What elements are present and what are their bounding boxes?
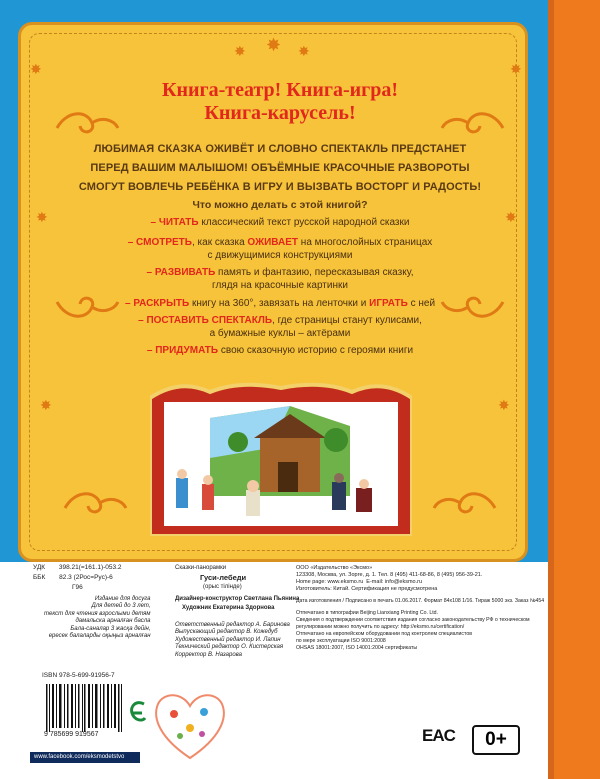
designer-credit: Дизайнер-конструктор Светлана Пьянина [175,596,300,602]
dash: – [127,237,137,248]
eac-mark: EAC [422,726,455,745]
star-icon: ✸ [510,61,522,77]
feature-perform [20,314,540,340]
feature-text: память и фантазию, пересказывая сказку, [215,267,414,278]
feature-develop [20,266,540,292]
artist-credit: Художник Екатерина Здорнова [182,605,275,611]
feature-invent [20,344,540,357]
feature-text: с движущимися конструкциями [207,250,353,261]
star-icon: ✸ [30,61,42,77]
intro-line: СМОГУТ ВОВЛЕЧЬ РЕБЁНКА В ИГРУ И ВЫЗВАТЬ ВОСТОРГ И РАДОСТЬ! [78,181,482,193]
feature-text: книгу на 360°, завязать на ленточки и [189,298,370,309]
star-icon: ✸ [298,43,310,59]
feature-watch [20,236,540,262]
feature-text: , как сказка [191,237,248,248]
age-rating-badge: 0+ [472,725,520,755]
feature-text: а бумажные куклы – актёрами [209,328,351,339]
keyword: РАЗВИВАТЬ [154,267,216,278]
udk-value: 398.21(=161.1)-053.2 [58,564,122,571]
star-icon: ✸ [498,397,510,413]
keyword: СМОТРЕТЬ [136,237,192,248]
udk-row [33,564,122,571]
bbk-row [33,574,113,581]
star-icon: ✸ [266,35,282,55]
feature-text: на многослойных страницах [298,237,433,248]
print-notes: Отпечатано в типографии Beijing Lianxiang Printing Co. Ltd. Сведения о подтверждении соответствия издания согласно законодательству РФ о техническом регулировании можно получить по адресу: http://eksmo.ru/certification/ Отпечатано на европейском оборудовании под контролем специалистов по мере эксплуатации ISO 9001:2008 OHSAS 18001:2007, ISO 14001:2004 сертификаты [296,610,530,651]
curl-ornament-icon [60,488,130,518]
series-name: Сказки-панорамки [175,565,227,571]
heart-badge-icon [150,688,230,760]
facebook-link[interactable]: www.facebook.com/eksmodetstvo [30,752,140,763]
star-icon: ✸ [36,209,48,225]
feature-read [20,216,540,229]
intro-line: ЛЮБИМАЯ СКАЗКА ОЖИВЁТ И СЛОВНО СПЕКТАКЛЬ ПРЕДСТАНЕТ [93,143,467,155]
feature-text: с ней [407,298,436,309]
feature-text: свою сказочную историю с героями книги [218,345,414,356]
udk-label: УДК [33,564,46,571]
keyword: ПОСТАВИТЬ СПЕКТАКЛЬ [146,315,273,326]
feature-text: глядя на красочные картинки [212,280,348,291]
book-title: Гуси-лебеди [200,573,247,582]
feature-open [20,297,540,310]
print-dates: Дата изготовления / Подписано в печать 01.06.2017. Формат 84x108 1/16. Тираж 5000 экз. Заказ №454 [296,598,545,604]
bbk-label: ББК [33,574,46,581]
author-code: Г96 [72,584,83,591]
theater-panorama-illustration [150,378,412,536]
question-heading: Что можно делать с этой книгой? [192,199,368,211]
dash: – [150,217,159,228]
star-icon: ✸ [234,43,246,59]
dash: – [146,267,155,278]
star-icon: ✸ [505,209,517,225]
headline-line-1: Книга-театр! Книга-игра! [161,79,398,101]
dash: – [146,345,156,356]
intro-line: ПЕРЕД ВАШИМ МАЛЫШОМ! ОБЪЁМНЫЕ КРАСОЧНЫЕ РАЗВОРОТЫ [90,162,470,174]
isbn: ISBN 978-5-699-91956-7 [42,672,115,679]
headline-line-2: Книга-карусель! [204,102,356,124]
imprint-area [0,562,548,779]
publisher-info: ООО «Издательство «Эксмо» 123308, Москва, ул. Зорге, д. 1. Тел. 8 (495) 411-68-86, 8 (495) 956-39-21. Home page: www.eksmo.ru E-mail: info@eksmo.ru Изготовитель: Китай. Сертификация не предусмотрена [296,565,483,592]
feature-text: , где страницы станут кулисами, [272,315,422,326]
barcode-digits: 9 785699 919567 [44,731,99,738]
keyword: ЧИТАТЬ [158,217,199,228]
keyword: ИГРАТЬ [369,298,408,309]
curl-ornament-icon [430,488,500,518]
keyword: РАСКРЫТЬ [133,298,190,309]
intro-text [20,140,540,197]
dash: – [138,315,147,326]
dash: – [124,298,134,309]
editor-credits: Ответственный редактор А. Баринова Выпускающий редактор В. Кожедуб Художественный редактор И. Лапин Технический редактор О. Кистерская Корректор В. Назарова [175,622,290,658]
eksmo-logo-icon [128,700,148,726]
bbk-value: 82.3 (2Рос=Рус)-6 [59,574,113,581]
star-icon: ✸ [40,397,52,413]
keyword: ОЖИВАЕТ [247,237,299,248]
age-note: Издание для досуга Для детей до 3 лет, текст для чтения взрослыми детям дамальскa арналған басла Бала-саналар 3 жасқа дейін, ересек балаларды оқыңыз арналған [44,596,151,640]
feature-text: классический текст русской народной сказки [198,217,410,228]
book-subtitle: (орыс тілінде) [203,584,242,590]
keyword: ПРИДУМАТЬ [155,345,219,356]
